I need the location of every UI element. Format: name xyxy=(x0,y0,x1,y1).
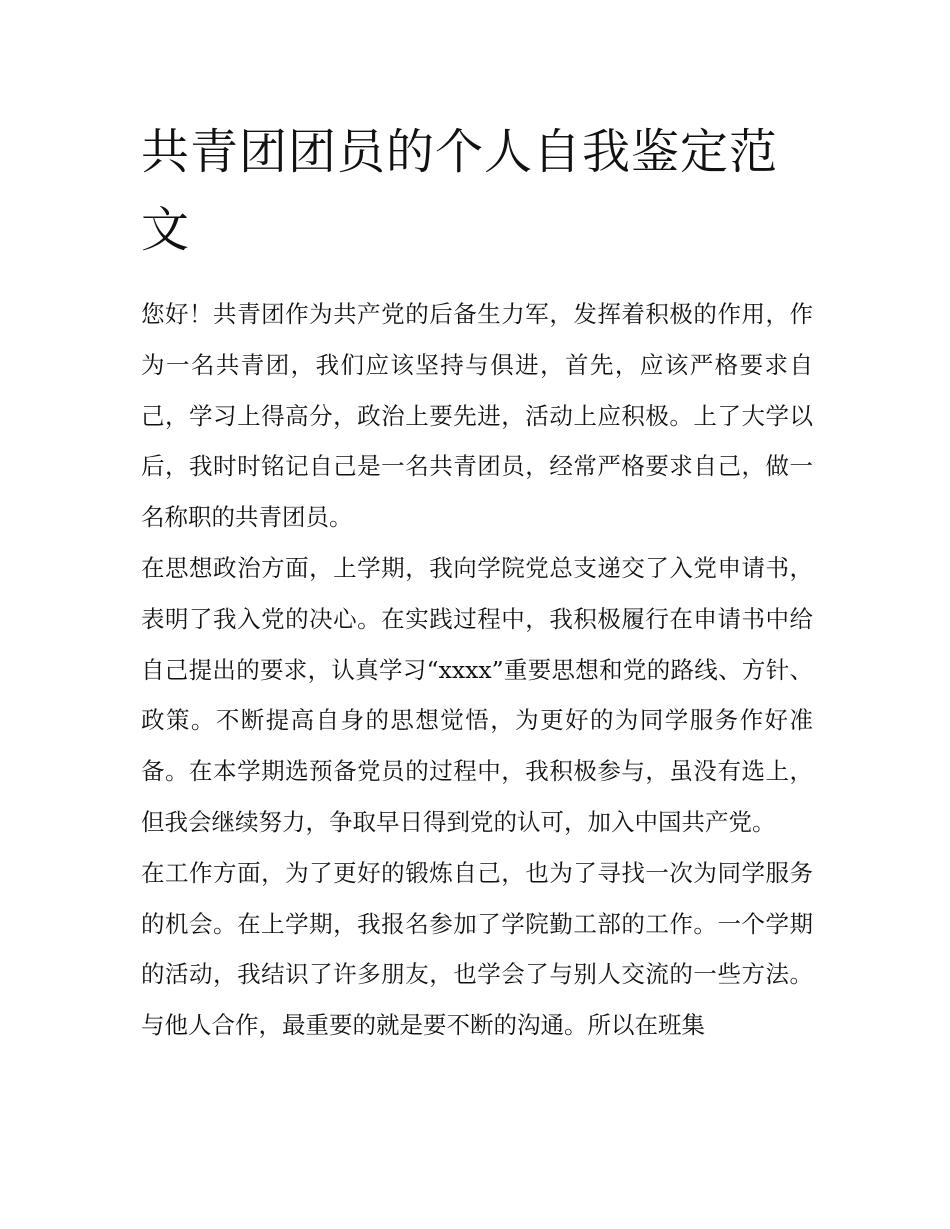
paragraph-ideology: 在思想政治方面，上学期，我向学院党总支递交了入党申请书，表明了我入党的决心。在实践过程中，我积极履行在申请书中给自己提出的要求，认真学习“xxxx”重要思想和党的路线、方针、政策。不断提高自身的思想觉悟，为更好的为同学服务作好准备。在本学期选预备党员的过程中，我积极参与，虽没有选上，但我会继续努力，争取早日得到党的认可，加入中国共产党。 xyxy=(141,553,813,836)
document-body xyxy=(141,113,813,1051)
paragraph-intro: 您好！共青团作为共产党的后备生力军，发挥着积极的作用，作为一名共青团，我们应该坚持与俱进，首先，应该严格要求自己，学习上得高分，政治上要先进，活动上应积极。上了大学以后，我时时铭记自己是一名共青团员，经常严格要求自己，做一名称职的共青团员。 xyxy=(141,300,813,532)
document-title: 共青团团员的个人自我鉴定范文 xyxy=(141,124,779,258)
paragraph-work: 在工作方面，为了更好的锻炼自己，也为了寻找一次为同学服务的机会。在上学期，我报名参加了学院勤工部的工作。一个学期的活动，我结识了许多朋友，也学会了与别人交流的一些方法。与他人合作，最重要的就是要不断的沟通。所以在班集 xyxy=(141,858,813,1040)
